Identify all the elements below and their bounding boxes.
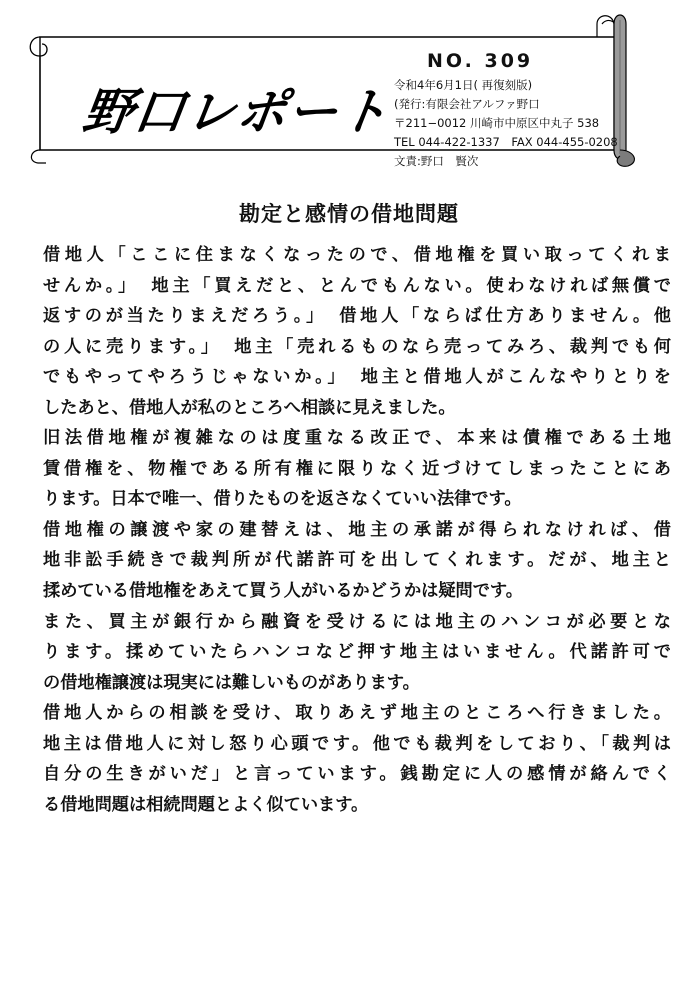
text-line: の人に売ります。」 地主「売れるものなら売ってみろ、裁判でも何: [43, 336, 671, 357]
text-line: 賃借権を、物権である所有権に限りなく近づけてしまったことにあ: [43, 458, 671, 479]
text-line: 借地人からの相談を受け、取りあえず地主のところへ行きました。: [43, 703, 671, 724]
text-line: の借地権譲渡は現実には難しいものがあります。: [43, 672, 420, 693]
newsletter-title: 野口レポート: [79, 83, 394, 141]
paragraph-4: [43, 607, 671, 699]
article-body: [43, 240, 671, 820]
publisher-name: (発行:有限会社アルファ野口: [394, 97, 540, 111]
text-line: 自分の生きがいだ」と言っています。銭勘定に人の感情が絡んでく: [43, 764, 671, 785]
text-line: 返すのが当たりまえだろう。」 借地人「ならば仕方ありません。他: [43, 306, 671, 327]
publication-date: 令和4年6月1日( 再復刻版): [394, 78, 533, 92]
text-line: 借地人「ここに住まなくなったので、借地権を買い取ってくれま: [43, 245, 671, 265]
text-line: でもやってやろうじゃないか。」 地主と借地人がこんなやりとりを: [43, 367, 671, 388]
text-line: 地主は借地人に対し怒り心頭です。他でも裁判をしており、「裁判は: [43, 733, 671, 754]
paragraph-1: [43, 240, 671, 423]
text-line: ります。揉めていたらハンコなど押す地主はいません。代諾許可で: [43, 642, 671, 663]
masthead-banner: [22, 10, 682, 170]
text-line: 地非訟手続きで裁判所が代諾許可を出してくれます。だが、地主と: [43, 550, 671, 571]
text-line: ります。日本で唯一、借りたものを返さなくていい法律です。: [43, 489, 522, 510]
paragraph-3: [43, 515, 671, 607]
text-line: 旧法借地権が複雑なのは度重なる改正で、本来は債権である土地: [43, 428, 671, 449]
publisher-contact: TEL 044-422-1337 FAX 044-455-0208: [394, 135, 618, 149]
text-line: 揉めている借地権をあえて買う人がいるかどうかは疑問です。: [43, 581, 523, 602]
paragraph-2: [43, 423, 671, 515]
publisher-address: 〒211−0012 川崎市中原区中丸子 538: [394, 116, 600, 130]
publication-info: [394, 76, 618, 171]
text-line: 借地権の譲渡や家の建替えは、地主の承諾が得られなければ、借: [43, 519, 671, 540]
issue-number: NO. 309: [427, 50, 534, 72]
text-line: したあと、借地人が私のところへ相談に見えました。: [43, 397, 456, 418]
text-line: せんか。」 地主「買えだと、とんでもんない。使わなければ無償で: [43, 275, 671, 296]
article-author: 文責:野口 賢次: [394, 154, 479, 168]
paragraph-5: [43, 698, 671, 820]
text-line: る借地問題は相続問題とよく似ています。: [43, 794, 369, 815]
article-title: 勘定と感情の借地問題: [239, 202, 459, 226]
text-line: また、買主が銀行から融資を受けるには地主のハンコが必要とな: [43, 611, 671, 632]
